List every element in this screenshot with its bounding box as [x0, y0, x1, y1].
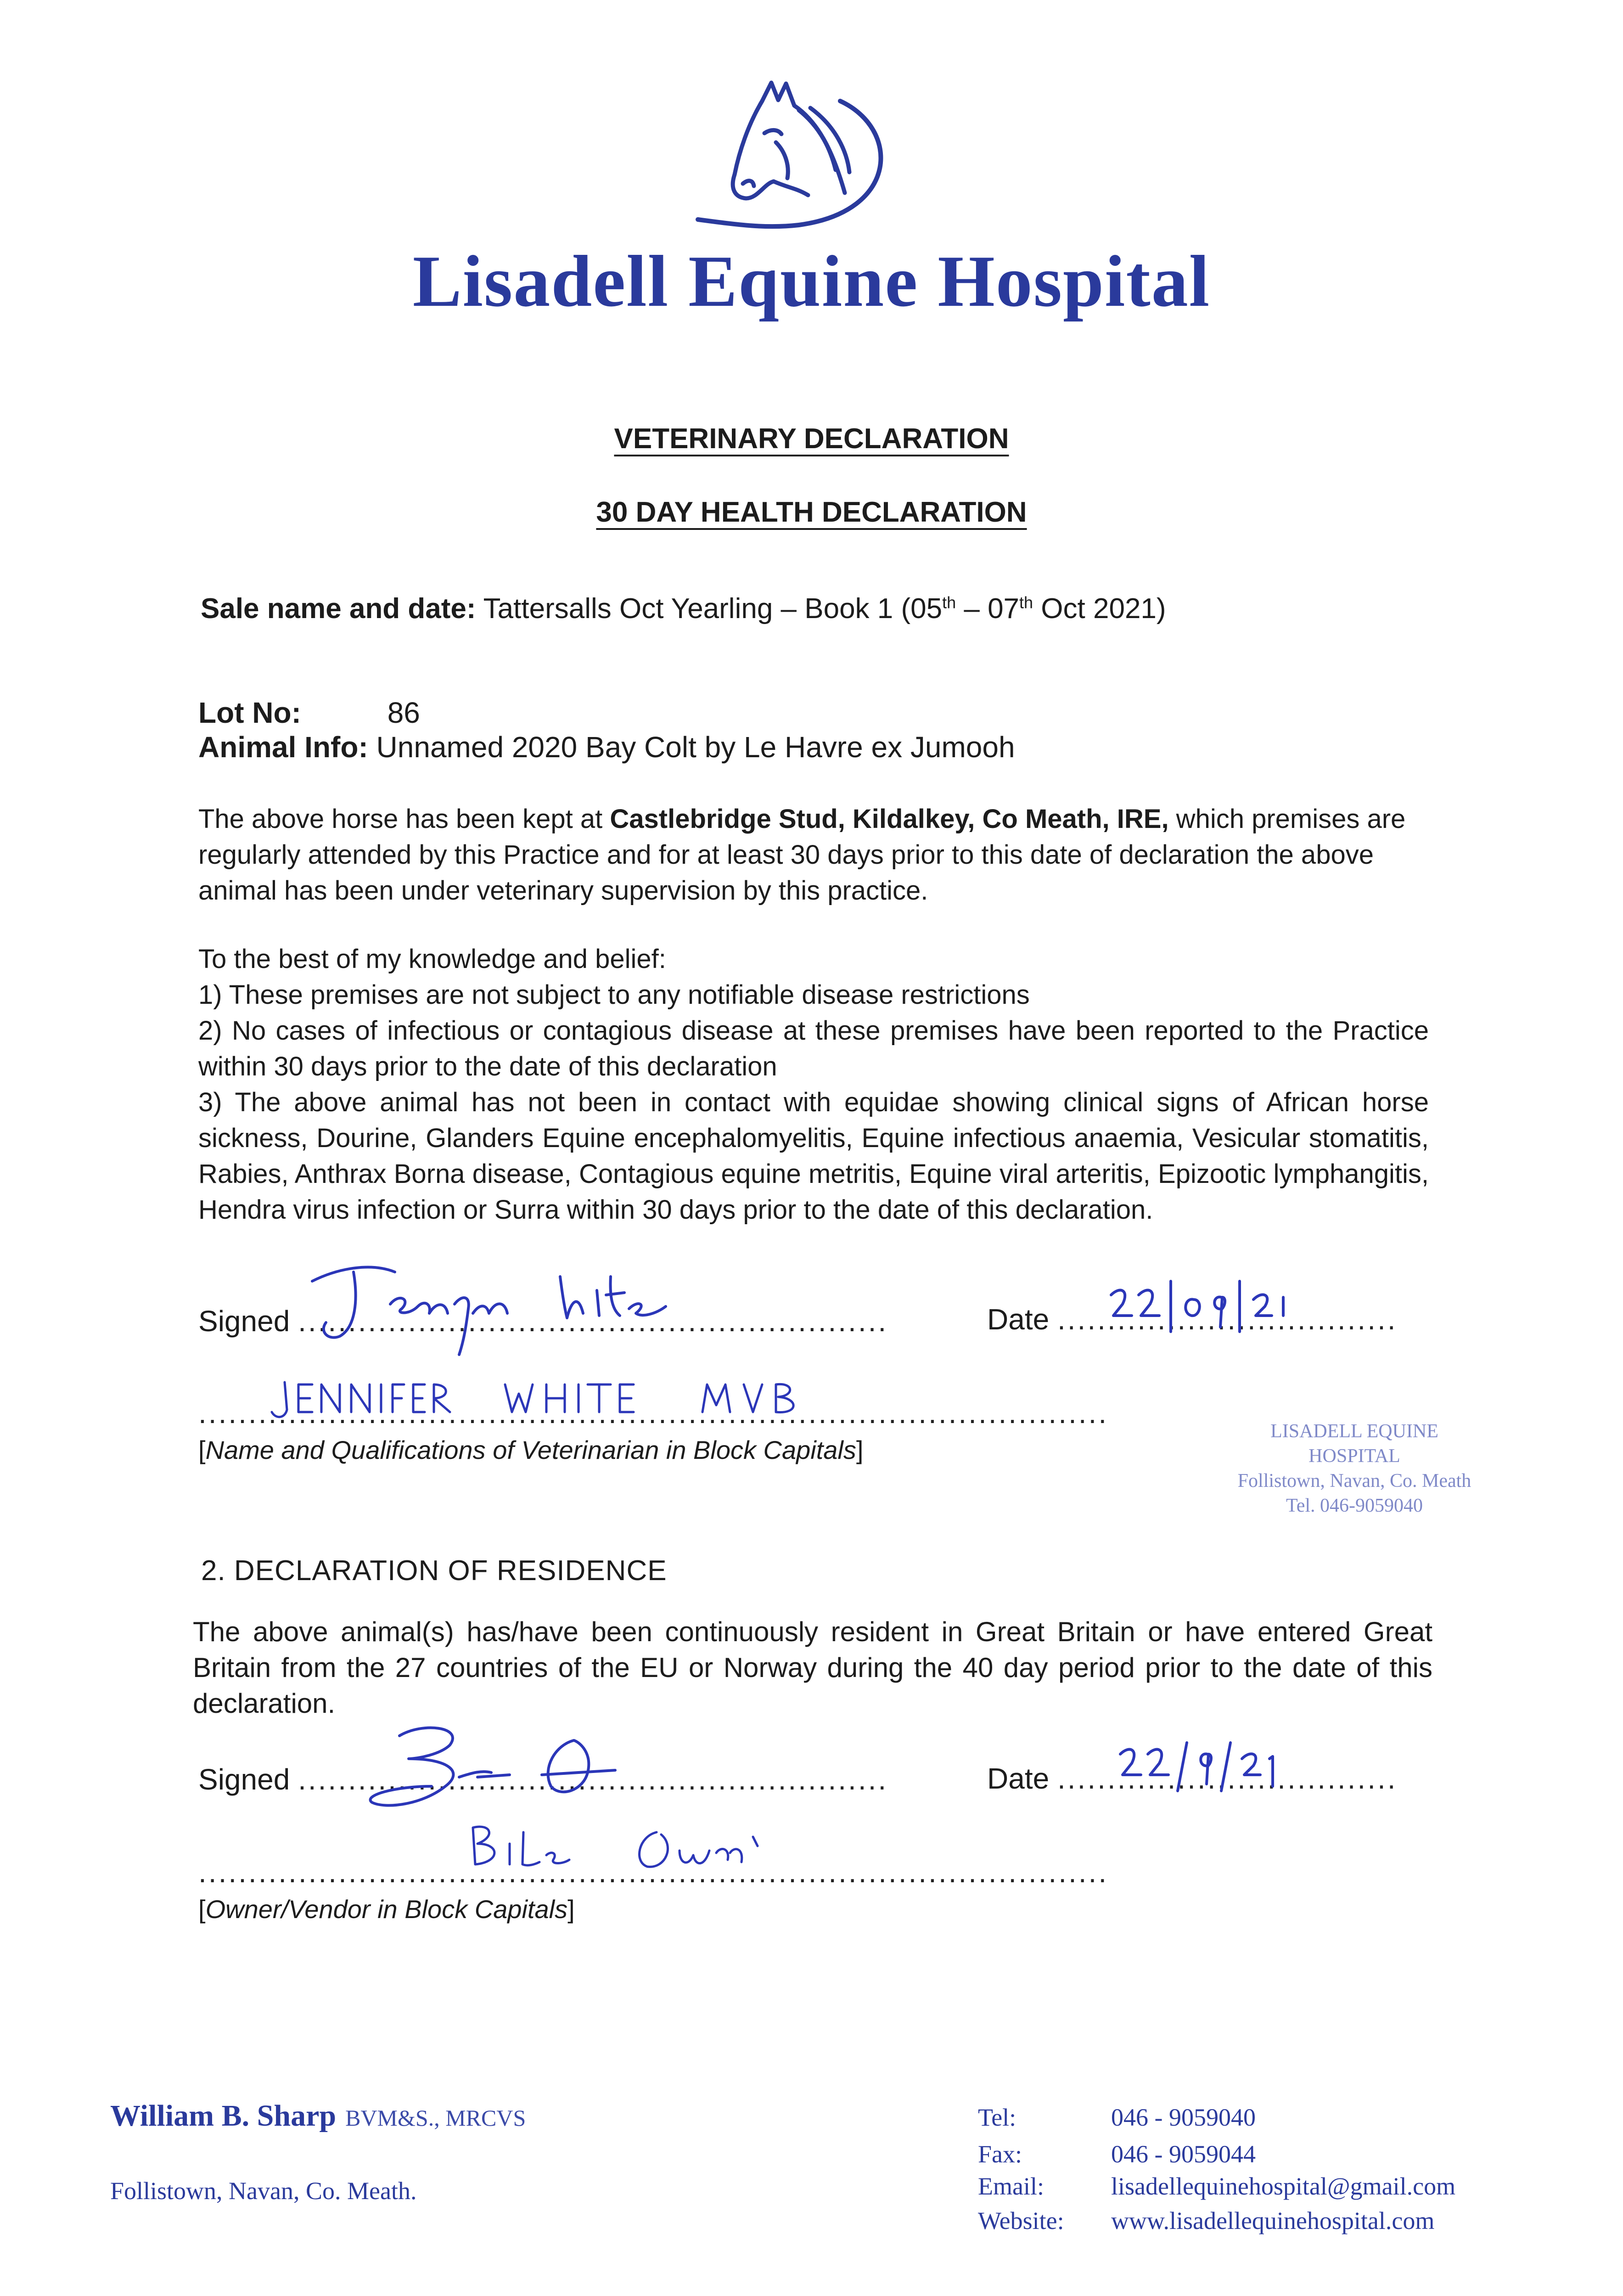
page-subtitle: 30 DAY HEALTH DECLARATION [596, 496, 1027, 528]
sale-value-prefix: Tattersalls Oct Yearling – Book 1 (05 [483, 593, 943, 625]
vet-date-handwritten [1102, 1277, 1341, 1341]
vet-caption [198, 1435, 863, 1465]
footer-email-value[interactable]: lisadellequinehospital@gmail.com [1111, 2172, 1456, 2200]
owner-caption-close: ] [567, 1895, 575, 1924]
owner-date-handwritten [1111, 1736, 1322, 1795]
animal-value: Unnamed 2020 Bay Colt by Le Havre ex Jumooh [376, 731, 1015, 764]
footer-website-value[interactable]: www.lisadellequinehospital.com [1111, 2207, 1435, 2234]
owner-caption [198, 1894, 575, 1924]
vet-name-handwritten [266, 1368, 863, 1433]
residence-text: The above animal(s) has/have been continuously resident in Great Britain or have entered Great Britain from the 27 countries of the EU or Norway during the 40 day period prior to the date of this declaration. [193, 1616, 1432, 1719]
vet-caption-text: Name and Qualifications of Veterinarian in Block Capitals [205, 1435, 856, 1464]
vet-signed-label: Signed [198, 1305, 290, 1338]
lot-line [198, 696, 420, 730]
belief-item-1: 1) These premises are not subject to any notifiable disease restrictions [198, 980, 1030, 1010]
hospital-name: Lisadell Equine Hospital [412, 240, 1211, 322]
premises-paragraph [198, 801, 1424, 909]
page-title: VETERINARY DECLARATION [614, 423, 1009, 455]
stamp-line-4: Tel. 046-9059040 [1286, 1495, 1423, 1516]
hospital-stamp [1212, 1419, 1497, 1518]
belief-item-3: 3) The above animal has not been in contact with equidae showing clinical signs of African horse sickness, Dourine, Glanders Equine encephalomyelitis, Equine infectious anaemia, Vesicular stomatitis, Rabies, Anthrax Borna disease, Contagious equine metritis, Equine viral arteritis, Epizootic lymphangitis, Hendra virus infection or Surra within 30 days prior to the date of this declaration. [198, 1087, 1429, 1225]
stamp-line-1: LISADELL EQUINE [1270, 1421, 1438, 1442]
owner-caption-open: [ [198, 1895, 206, 1924]
belief-item-2: 2) No cases of infectious or contagious disease at these premises have been reported to the Practice within 30 days prior to the date of this declaration [198, 1016, 1429, 1081]
owner-date-label: Date [987, 1762, 1050, 1795]
owner-signed-dots: ........................................................... [298, 1763, 888, 1796]
premises-place: Castlebridge Stud, Kildalkey, Co Meath, IRE, [610, 804, 1169, 834]
owner-caption-text: Owner/Vendor in Block Capitals [205, 1895, 568, 1924]
owner-date-dots: .................................. [1057, 1762, 1398, 1795]
sale-sup-2: th [1019, 593, 1033, 612]
footer-website-label: Website: [978, 2207, 1064, 2234]
footer-fax-label: Fax: [978, 2140, 1022, 2168]
footer-address: Follistown, Navan, Co. Meath. [110, 2177, 417, 2205]
sale-line [201, 592, 1166, 625]
stamp-line-2: HOSPITAL [1309, 1446, 1400, 1467]
footer-vet-name: William B. Sharp [110, 2099, 337, 2133]
footer-tel-value: 046 - 9059040 [1111, 2104, 1256, 2131]
stamp-line-3: Follistown, Navan, Co. Meath [1237, 1470, 1471, 1491]
sale-value-suffix: Oct 2021) [1033, 593, 1166, 625]
lot-value: 86 [387, 696, 420, 729]
sale-sup-1: th [942, 593, 956, 612]
vet-signature [303, 1249, 716, 1368]
owner-name-dots-text: ........................................................................................... [198, 1856, 1109, 1889]
vet-caption-open: [ [198, 1435, 206, 1464]
owner-signature [358, 1717, 643, 1832]
footer-tel-label: Tel: [978, 2104, 1016, 2131]
footer-email-label: Email: [978, 2172, 1044, 2200]
owner-name-handwritten [459, 1818, 781, 1883]
owner-signed-label: Signed [198, 1763, 290, 1796]
lot-label: Lot No: [198, 696, 301, 729]
vet-caption-close: ] [856, 1435, 864, 1464]
footer-qualifications: BVM&S., MRCVS [345, 2105, 526, 2131]
footer-fax-value: 046 - 9059044 [1111, 2140, 1256, 2168]
premises-text-before: The above horse has been kept at [198, 804, 610, 834]
vet-signed-dots: ........................................................... [298, 1305, 888, 1338]
animal-line [198, 730, 1015, 764]
belief-intro: To the best of my knowledge and belief: [198, 944, 666, 974]
horse-head-icon [684, 73, 904, 239]
vet-date-label: Date [987, 1303, 1050, 1336]
sale-label: Sale name and date: [201, 593, 476, 625]
residence-heading: 2. DECLARATION OF RESIDENCE [201, 1555, 667, 1587]
footer-name [110, 2099, 526, 2133]
vet-date-dots: .................................. [1057, 1303, 1398, 1336]
premises-text-after: which premises are regularly attended by this Practice and for at least 30 days prior to this date of declaration the above animal has been under veterinary supervision by this practice. [198, 804, 1406, 906]
sale-value-mid: – 07 [956, 593, 1020, 625]
animal-label: Animal Info: [198, 731, 368, 764]
vet-name-dots-text: ........................................................................................... [198, 1396, 1109, 1429]
